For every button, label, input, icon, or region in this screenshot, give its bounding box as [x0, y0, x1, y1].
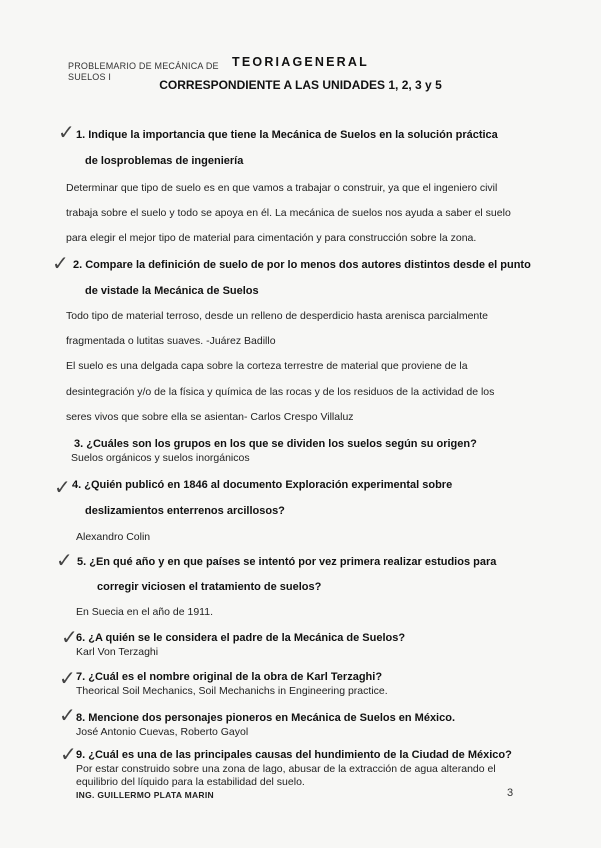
answer-1-line-2: trabaja sobre el suelo y todo se apoya en él. La mecánica de suelos nos ayuda a saber el suelo [66, 207, 511, 219]
question-9: 9. ¿Cuál es una de las principales causas del hundimiento de la Ciudad de México? [76, 749, 512, 761]
answer-5: En Suecia en el año de 1911. [76, 606, 213, 618]
question-6: 6. ¿A quién se le considera el padre de la Mecánica de Suelos? [76, 632, 406, 644]
question-4-cont: deslizamientos enterrenos arcillosos? [85, 505, 285, 517]
answer-2-line-1: Todo tipo de material terroso, desde un relleno de desperdicio hasta arenisca parcialmente [66, 310, 488, 322]
answer-8: José Antonio Cuevas, Roberto Gayol [76, 726, 249, 738]
question-7: 7. ¿Cuál es el nombre original de la obra de Karl Terzaghi? [76, 671, 383, 683]
page-number: 3 [507, 787, 514, 799]
question-5-cont: corregir viciosen el tratamiento de suelos? [97, 581, 322, 593]
answer-9-line-1: Por estar construido sobre una zona de lago, abusar de la extracción de agua alterando el [76, 763, 496, 775]
question-8: 8. Mencione dos personajes pioneros en Mecánica de Suelos en México. [76, 712, 456, 724]
answer-9-line-2: equilibrio del líquido para la estabilidad del suelo. [76, 776, 305, 788]
page-subtitle: CORRESPONDIENTE A LAS UNIDADES 1, 2, 3 y 5 [159, 78, 442, 92]
answer-6: Karl Von Terzaghi [76, 646, 159, 658]
question-4: 4. ¿Quién publicó en 1846 al documento Exploración experimental sobre [72, 479, 453, 491]
header-line-2: SUELOS I [68, 72, 112, 82]
check-mark-icon: ✓ [59, 666, 76, 690]
answer-2-line-3: El suelo es una delgada capa sobre la corteza terrestre de material que proviene de la [66, 360, 468, 372]
question-2: 2. Compare la definición de suelo de por lo menos dos autores distintos desde el punto [73, 259, 531, 271]
footer-author: ING. GUILLERMO PLATA MARIN [76, 790, 214, 800]
check-mark-icon: ✓ [59, 703, 76, 727]
answer-1-line-1: Determinar que tipo de suelo es en que vamos a trabajar o construir, ya que el ingeniero civil [66, 182, 498, 194]
answer-2-line-4: desintegración y/o de la física y química de las rocas y de los residuos de la actividad de los [66, 386, 495, 398]
check-mark-icon: ✓ [61, 625, 78, 649]
answer-7: Theorical Soil Mechanics, Soil Mechanichs in Engineering practice. [76, 685, 388, 697]
answer-2-line-5: seres vivos que sobre ella se asientan- Carlos Crespo Villaluz [66, 411, 354, 423]
question-1-cont: de losproblemas de ingeniería [85, 155, 244, 167]
question-5: 5. ¿En qué año y en que países se intentó por vez primera realizar estudios para [77, 556, 497, 568]
check-mark-icon: ✓ [56, 548, 73, 572]
question-2-cont: de vistade la Mecánica de Suelos [85, 285, 259, 297]
answer-1-line-3: para elegir el mejor tipo de material para cimentación y para construcción sobre la zona. [66, 232, 477, 244]
question-3: 3. ¿Cuáles son los grupos en los que se dividen los suelos según su origen? [74, 438, 477, 450]
question-1: 1. Indique la importancia que tiene la Mecánica de Suelos en la solución práctica [76, 129, 498, 141]
answer-2-line-2: fragmentada o lutitas suaves. -Juárez Badillo [66, 335, 276, 347]
check-mark-icon: ✓ [58, 120, 75, 144]
check-mark-icon: ✓ [52, 251, 69, 275]
answer-3: Suelos orgánicos y suelos inorgánicos [71, 452, 250, 464]
answer-4: Alexandro Colin [76, 531, 151, 543]
page-title: TEORIAGENERAL [232, 55, 369, 69]
check-mark-icon: ✓ [54, 475, 71, 499]
check-mark-icon: ✓ [60, 742, 77, 766]
header-line-1: PROBLEMARIO DE MECÁNICA DE [68, 61, 219, 71]
